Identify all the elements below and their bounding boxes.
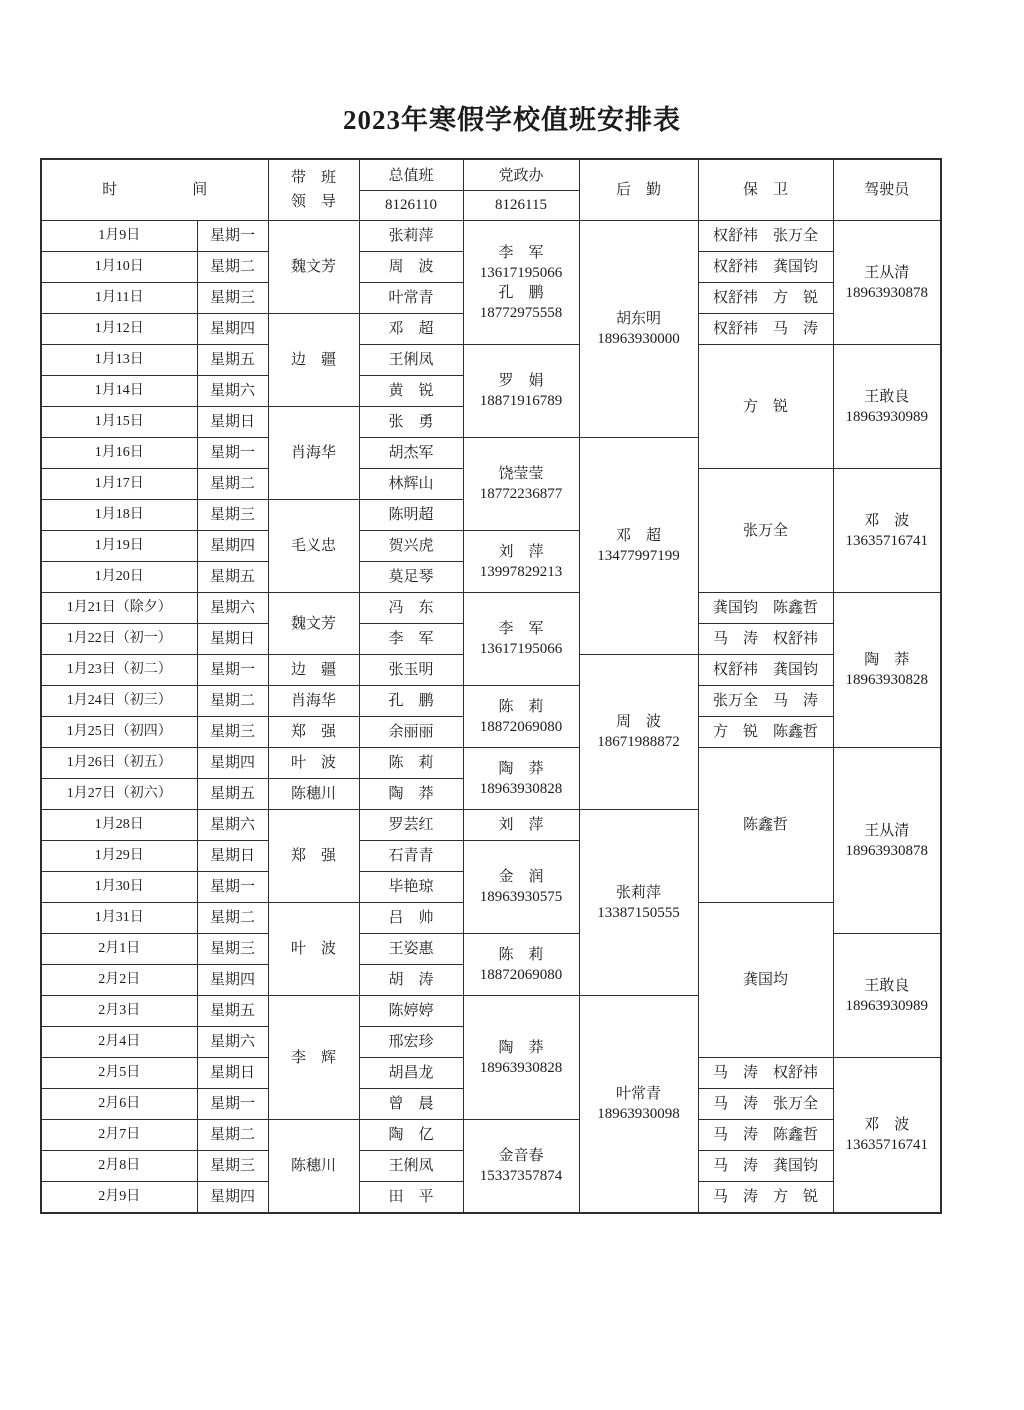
date-cell: 1月28日 <box>41 810 197 841</box>
date-cell: 1月9日 <box>41 221 197 252</box>
duty-cell: 罗芸红 <box>359 810 463 841</box>
duty-cell: 王俐凤 <box>359 1151 463 1182</box>
security-cell: 马 涛 陈鑫哲 <box>698 1120 833 1151</box>
weekday-cell: 星期三 <box>197 1151 268 1182</box>
party-cell: 刘 萍 13997829213 <box>463 531 579 593</box>
duty-cell: 陈明超 <box>359 500 463 531</box>
duty-cell: 周 波 <box>359 252 463 283</box>
header-general-duty-phone: 8126110 <box>360 190 463 221</box>
date-cell: 2月8日 <box>41 1151 197 1182</box>
date-cell: 1月17日 <box>41 469 197 500</box>
security-cell: 方 锐 陈鑫哲 <box>698 717 833 748</box>
date-cell: 1月26日（初五） <box>41 748 197 779</box>
weekday-cell: 星期二 <box>197 903 268 934</box>
duty-cell: 毕艳琼 <box>359 872 463 903</box>
date-cell: 1月31日 <box>41 903 197 934</box>
weekday-cell: 星期六 <box>197 376 268 407</box>
weekday-cell: 星期二 <box>197 252 268 283</box>
party-cell: 李 军 13617195066 <box>463 593 579 686</box>
duty-cell: 王姿惠 <box>359 934 463 965</box>
security-cell: 权舒祎 方 锐 <box>698 283 833 314</box>
date-cell: 2月1日 <box>41 934 197 965</box>
duty-cell: 胡昌龙 <box>359 1058 463 1089</box>
party-cell: 陶 莽 18963930828 <box>463 996 579 1120</box>
weekday-cell: 星期三 <box>197 283 268 314</box>
header-time <box>41 159 268 221</box>
leader-cell: 肖海华 <box>268 686 359 717</box>
table-row <box>41 345 941 376</box>
security-cell: 陈鑫哲 <box>698 748 833 903</box>
weekday-cell: 星期四 <box>197 314 268 345</box>
duty-cell: 邓 超 <box>359 314 463 345</box>
weekday-cell: 星期一 <box>197 655 268 686</box>
date-cell: 1月14日 <box>41 376 197 407</box>
security-cell: 张万全 马 涛 <box>698 686 833 717</box>
duty-cell: 孔 鹏 <box>359 686 463 717</box>
duty-cell: 田 平 <box>359 1182 463 1213</box>
weekday-cell: 星期四 <box>197 531 268 562</box>
table-row <box>41 593 941 624</box>
date-cell: 1月15日 <box>41 407 197 438</box>
header-party-office-label: 党政办 <box>498 168 544 185</box>
duty-cell: 曾 晨 <box>359 1089 463 1120</box>
leader-cell: 毛义忠 <box>268 500 359 593</box>
duty-cell: 张 勇 <box>359 407 463 438</box>
weekday-cell: 星期日 <box>197 841 268 872</box>
leader-cell: 郑 强 <box>268 810 359 903</box>
duty-cell: 陈 莉 <box>359 748 463 779</box>
duty-cell: 陶 亿 <box>359 1120 463 1151</box>
duty-cell: 莫足琴 <box>359 562 463 593</box>
weekday-cell: 星期五 <box>197 779 268 810</box>
date-cell: 1月27日（初六） <box>41 779 197 810</box>
security-cell: 权舒祎 马 涛 <box>698 314 833 345</box>
header-logistics-label: 后 勤 <box>616 182 662 198</box>
header-security-label: 保 卫 <box>743 182 789 198</box>
logistics-cell: 胡东明 18963930000 <box>579 221 698 438</box>
duty-cell: 吕 帅 <box>359 903 463 934</box>
security-cell: 权舒祎 张万全 <box>698 221 833 252</box>
header-driver-label: 驾驶员 <box>864 182 910 198</box>
page-title: 2023年寒假学校值班安排表 <box>343 105 681 135</box>
leader-cell: 叶 波 <box>268 903 359 996</box>
header-party-office <box>463 159 579 221</box>
leader-cell: 李 辉 <box>268 996 359 1120</box>
security-cell: 龚国钧 陈鑫哲 <box>698 593 833 624</box>
duty-cell: 贺兴虎 <box>359 531 463 562</box>
security-cell: 马 涛 方 锐 <box>698 1182 833 1213</box>
date-cell: 1月18日 <box>41 500 197 531</box>
weekday-cell: 星期日 <box>197 624 268 655</box>
header-logistics <box>579 159 698 221</box>
header-time-label: 时 间 <box>102 182 208 198</box>
weekday-cell: 星期三 <box>197 934 268 965</box>
duty-cell: 李 军 <box>359 624 463 655</box>
header-security <box>698 159 833 221</box>
driver-cell: 王从清 18963930878 <box>833 221 941 345</box>
logistics-cell: 邓 超 13477997199 <box>579 438 698 655</box>
date-cell: 2月5日 <box>41 1058 197 1089</box>
weekday-cell: 星期五 <box>197 562 268 593</box>
leader-cell: 边 疆 <box>268 655 359 686</box>
leader-cell: 陈穗川 <box>268 1120 359 1213</box>
party-cell: 饶莹莹 18772236877 <box>463 438 579 531</box>
date-cell: 1月10日 <box>41 252 197 283</box>
weekday-cell: 星期二 <box>197 1120 268 1151</box>
header-leader <box>268 159 359 221</box>
duty-cell: 石青青 <box>359 841 463 872</box>
duty-cell: 王俐凤 <box>359 345 463 376</box>
date-cell: 2月2日 <box>41 965 197 996</box>
driver-cell: 邓 波 13635716741 <box>833 1058 941 1213</box>
leader-cell: 边 疆 <box>268 314 359 407</box>
driver-cell: 王敢良 18963930989 <box>833 934 941 1058</box>
date-cell: 1月30日 <box>41 872 197 903</box>
logistics-cell: 张莉萍 13387150555 <box>579 810 698 996</box>
weekday-cell: 星期四 <box>197 748 268 779</box>
weekday-cell: 星期一 <box>197 872 268 903</box>
weekday-cell: 星期四 <box>197 965 268 996</box>
logistics-cell: 叶常青 18963930098 <box>579 996 698 1213</box>
duty-cell: 邢宏珍 <box>359 1027 463 1058</box>
weekday-cell: 星期一 <box>197 221 268 252</box>
leader-cell: 陈穗川 <box>268 779 359 810</box>
weekday-cell: 星期三 <box>197 500 268 531</box>
header-party-office-phone: 8126115 <box>464 190 579 221</box>
date-cell: 2月7日 <box>41 1120 197 1151</box>
duty-cell: 胡 涛 <box>359 965 463 996</box>
driver-cell: 邓 波 13635716741 <box>833 469 941 593</box>
weekday-cell: 星期三 <box>197 717 268 748</box>
table-row <box>41 1120 941 1151</box>
duty-cell: 冯 东 <box>359 593 463 624</box>
duty-cell: 黄 锐 <box>359 376 463 407</box>
weekday-cell: 星期一 <box>197 1089 268 1120</box>
date-cell: 1月24日（初三） <box>41 686 197 717</box>
table-header-row <box>41 159 941 221</box>
duty-cell: 陈婷婷 <box>359 996 463 1027</box>
leader-cell: 郑 强 <box>268 717 359 748</box>
security-cell: 方 锐 <box>698 345 833 469</box>
party-cell: 刘 萍 <box>463 810 579 841</box>
weekday-cell: 星期一 <box>197 438 268 469</box>
party-cell: 李 军 13617195066 孔 鹏 18772975558 <box>463 221 579 345</box>
date-cell: 1月13日 <box>41 345 197 376</box>
security-cell: 马 涛 权舒祎 <box>698 1058 833 1089</box>
weekday-cell: 星期六 <box>197 1027 268 1058</box>
weekday-cell: 星期四 <box>197 1182 268 1213</box>
security-cell: 龚国均 <box>698 903 833 1058</box>
duty-schedule-table <box>40 158 942 1214</box>
duty-cell: 叶常青 <box>359 283 463 314</box>
date-cell: 2月3日 <box>41 996 197 1027</box>
schedule-body <box>41 221 941 1213</box>
date-cell: 1月19日 <box>41 531 197 562</box>
leader-cell: 魏文芳 <box>268 221 359 314</box>
duty-cell: 余丽丽 <box>359 717 463 748</box>
duty-cell: 张玉明 <box>359 655 463 686</box>
driver-cell: 王从清 18963930878 <box>833 748 941 934</box>
date-cell: 1月21日（除夕） <box>41 593 197 624</box>
weekday-cell: 星期五 <box>197 345 268 376</box>
leader-cell: 肖海华 <box>268 407 359 500</box>
date-cell: 1月29日 <box>41 841 197 872</box>
date-cell: 2月9日 <box>41 1182 197 1213</box>
table-row <box>41 686 941 717</box>
driver-cell: 王敢良 18963930989 <box>833 345 941 469</box>
date-cell: 2月4日 <box>41 1027 197 1058</box>
weekday-cell: 星期二 <box>197 469 268 500</box>
weekday-cell: 星期六 <box>197 810 268 841</box>
table-row <box>41 221 941 252</box>
duty-cell: 张莉萍 <box>359 221 463 252</box>
security-cell: 马 涛 张万全 <box>698 1089 833 1120</box>
date-cell: 1月25日（初四） <box>41 717 197 748</box>
date-cell: 1月22日（初一） <box>41 624 197 655</box>
security-cell: 马 涛 龚国钧 <box>698 1151 833 1182</box>
header-general-duty-label: 总值班 <box>388 168 434 185</box>
date-cell: 1月11日 <box>41 283 197 314</box>
weekday-cell: 星期二 <box>197 686 268 717</box>
logistics-cell: 周 波 18671988872 <box>579 655 698 810</box>
weekday-cell: 星期六 <box>197 593 268 624</box>
driver-cell: 陶 莽 18963930828 <box>833 593 941 748</box>
weekday-cell: 星期五 <box>197 996 268 1027</box>
security-cell: 权舒祎 龚国钧 <box>698 655 833 686</box>
duty-cell: 胡杰军 <box>359 438 463 469</box>
party-cell: 陈 莉 18872069080 <box>463 934 579 996</box>
date-cell: 1月12日 <box>41 314 197 345</box>
party-cell: 罗 娟 18871916789 <box>463 345 579 438</box>
leader-cell: 叶 波 <box>268 748 359 779</box>
date-cell: 1月23日（初二） <box>41 655 197 686</box>
security-cell: 权舒祎 龚国钧 <box>698 252 833 283</box>
header-leader-line1: 带 班 <box>291 170 337 186</box>
date-cell: 1月20日 <box>41 562 197 593</box>
date-cell: 2月6日 <box>41 1089 197 1120</box>
party-cell: 金音春 15337357874 <box>463 1120 579 1213</box>
table-row <box>41 748 941 779</box>
leader-cell: 魏文芳 <box>268 593 359 655</box>
header-leader-line2: 领 导 <box>291 194 337 210</box>
security-cell: 张万全 <box>698 469 833 593</box>
weekday-cell: 星期日 <box>197 1058 268 1089</box>
header-general-duty <box>359 159 463 221</box>
weekday-cell: 星期日 <box>197 407 268 438</box>
party-cell: 金 润 18963930575 <box>463 841 579 934</box>
security-cell: 马 涛 权舒祎 <box>698 624 833 655</box>
duty-cell: 林辉山 <box>359 469 463 500</box>
header-driver <box>833 159 941 221</box>
date-cell: 1月16日 <box>41 438 197 469</box>
party-cell: 陶 莽 18963930828 <box>463 748 579 810</box>
party-cell: 陈 莉 18872069080 <box>463 686 579 748</box>
duty-cell: 陶 莽 <box>359 779 463 810</box>
